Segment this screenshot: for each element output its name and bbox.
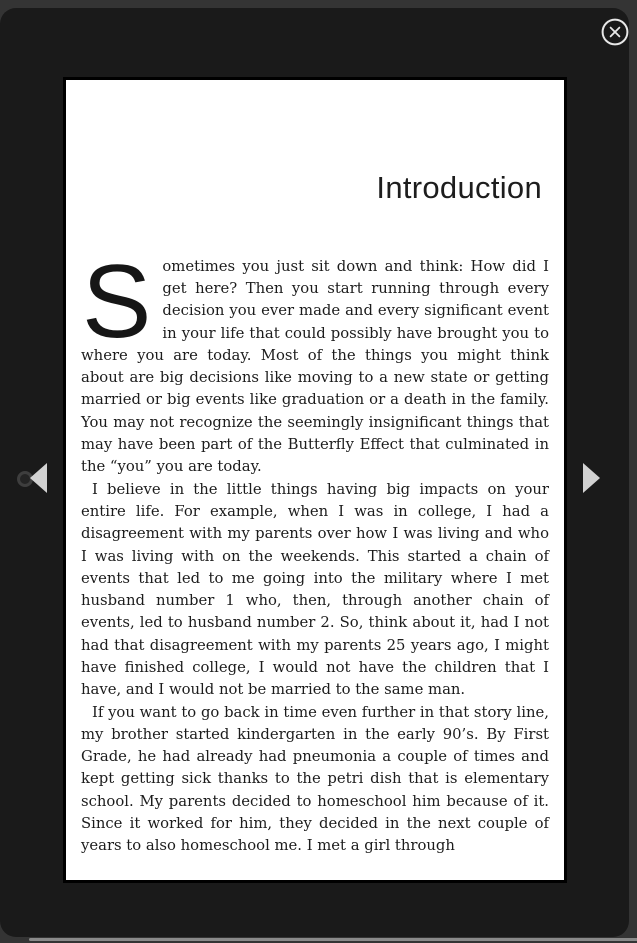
paragraph: I believe in the little things having big impacts on your entire life. For example, when I was in college, I had a disagreement with my parents over how I was living and who I was living with on the weekends. This started a chain of events that led to me going into the military where I met husband number 1 who, then, through another chain of events, led to husband number 2. So, think about it, had I not had that disagreement with my parents 25 years ago, I might have finished college, I would not have the children that I have, and I would not be married to the same man. — [81, 480, 549, 699]
book-page — [63, 77, 567, 883]
chapter-title: Introduction — [376, 170, 542, 205]
next-page-button[interactable] — [583, 463, 603, 495]
paragraph-text: ometimes you just sit down and think: How did I get here? Then you start running through every decision you ever made and every significant event in your life that could possibly have brought you to where you are today. Most of the things you might think about are big decisions like moving to a new state or getting married or big events like graduation or a death in the family. You may not recognize the seemingly insignificant things that may have been part of the Butterfly Effect that culminated in the “you” you are today. — [81, 257, 549, 476]
close-button[interactable] — [601, 18, 629, 46]
close-icon — [601, 18, 629, 46]
background-window-edge — [29, 938, 637, 941]
prev-arrow-icon — [30, 463, 47, 493]
drop-cap: S — [82, 243, 152, 360]
next-arrow-icon — [583, 463, 600, 493]
page-text — [81, 243, 549, 858]
paragraph: If you want to go back in time even further in that story line, my brother started kindergarten in the early 90’s. By First Grade, he had already had pneumonia a couple of times and kept getting sick thanks to the petri dish that is elementary school. My parents decided to homeschool him because of it. Since it worked for him, they decided in the next couple of years to also homeschool me. I met a girl through — [81, 703, 549, 855]
reader-modal — [0, 8, 629, 937]
prev-page-button[interactable] — [14, 460, 50, 500]
paragraph — [81, 243, 549, 479]
